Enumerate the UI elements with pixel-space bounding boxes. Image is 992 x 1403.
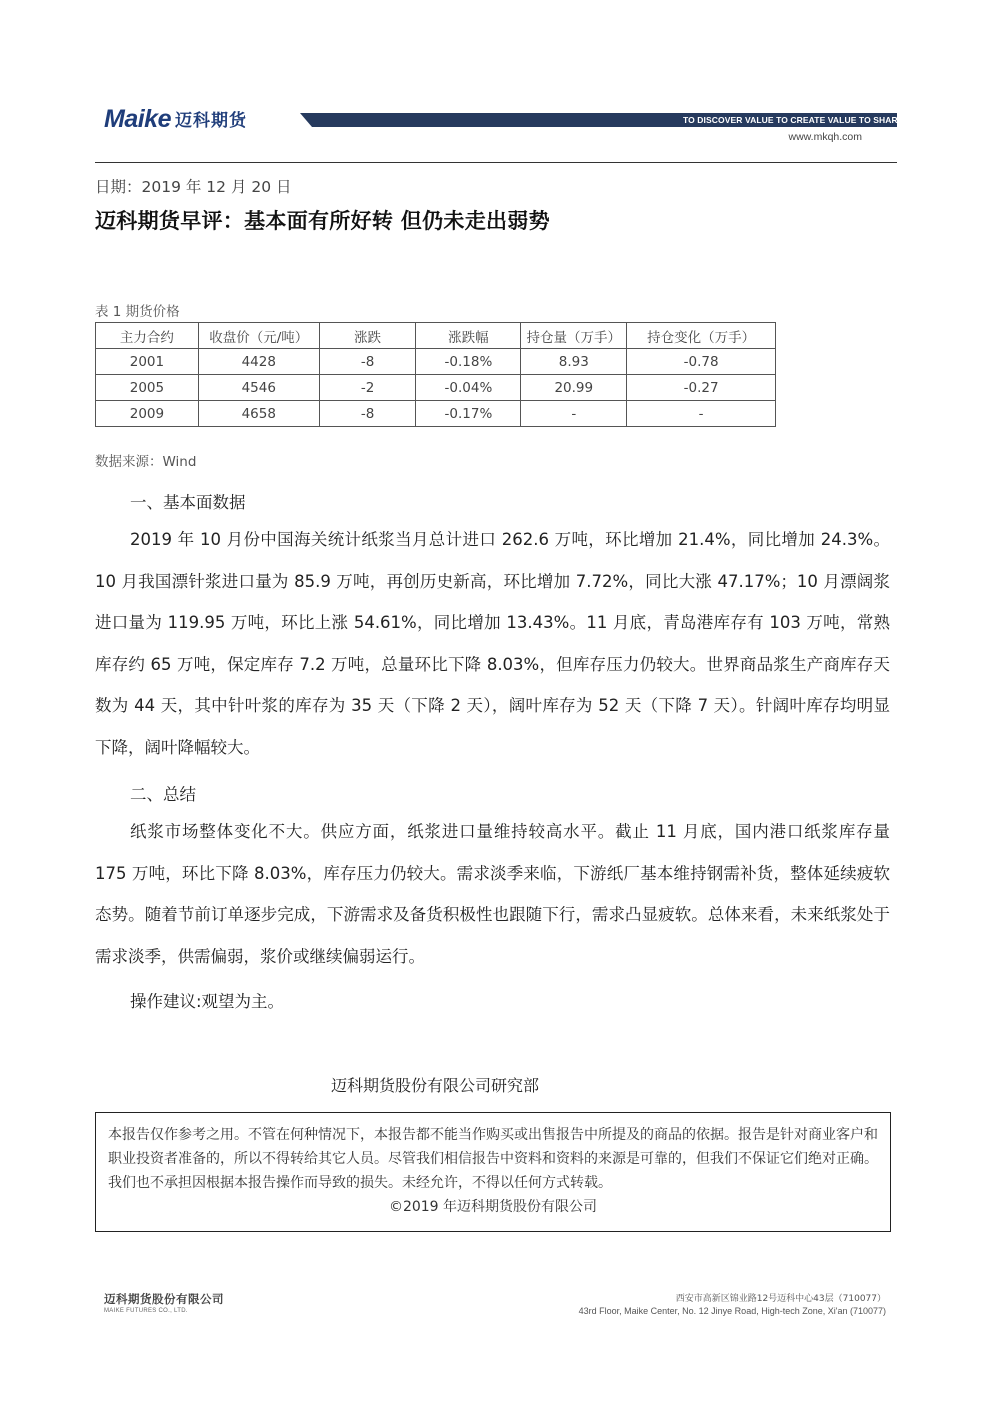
- table-cell: -2: [319, 375, 416, 401]
- website-url: www.mkqh.com: [788, 131, 862, 143]
- table-cell: -8: [319, 401, 416, 427]
- section-heading-fundamentals: 一、基本面数据: [130, 493, 246, 512]
- table-cell: -0.04%: [416, 375, 521, 401]
- header-contract: 主力合约: [96, 323, 199, 349]
- table-row: [96, 349, 776, 375]
- footer-address-cn: 西安市高新区锦业路12号迈科中心43层（710077）: [675, 1294, 886, 1304]
- table-caption: 表 1 期货价格: [95, 304, 180, 320]
- footer-company: [104, 1291, 224, 1314]
- table-cell: 4658: [198, 401, 319, 427]
- header-change-pct: 涨跌幅: [416, 323, 521, 349]
- disclaimer-box: [95, 1112, 891, 1232]
- footer-address-en: 43rd Floor, Maike Center, No. 12 Jinye Road, High-tech Zone, Xi'an (710077): [578, 1306, 886, 1316]
- table-row: [96, 375, 776, 401]
- research-department: 迈科期货股份有限公司研究部: [330, 1076, 539, 1095]
- footer-company-en: MAIKE FUTURES CO., LTD.: [104, 1308, 188, 1314]
- summary-paragraph: 纸浆市场整体变化不大。供应方面，纸浆进口量维持较高水平。截止 11 月底，国内港口纸浆库存量 175 万吨，环比下降 8.03%，库存压力仍较大。需求淡季来临，下游纸厂基本维持钢需补货，整体延续疲软态势。随着节前订单逐步完成，下游需求及备货积极性也跟随下行，需求凸显疲软。总体来看，未来纸浆处于需求淡季，供需偏弱，浆价或继续偏弱运行。: [95, 822, 890, 966]
- header-open-interest: 持仓量（万手）: [521, 323, 627, 349]
- table-header-row: [96, 323, 776, 349]
- company-logo: [104, 104, 247, 132]
- disclaimer-text: 本报告仅作参考之用。不管在何种情况下，本报告都不能当作购买或出售报告中所提及的商品的依据。报告是针对商业客户和职业投资者准备的，所以不得转给其它人员。尽管我们相信报告中资料和资料的来源是可靠的，但我们不保证它们绝对正确。我们也不承担因根据本报告操作而导致的损失。未经允许，不得以任何方式转载。: [108, 1127, 878, 1191]
- table-cell: 4546: [198, 375, 319, 401]
- header-change: 涨跌: [319, 323, 416, 349]
- slogan-text: TO DISCOVER VALUE TO CREATE VALUE TO SHARE VALUE: [683, 115, 935, 125]
- table-cell: -8: [319, 349, 416, 375]
- table-cell: -0.17%: [416, 401, 521, 427]
- table-cell: -: [627, 401, 776, 427]
- header-close-price: 收盘价（元/吨）: [198, 323, 319, 349]
- copyright-notice: ©2019 年迈科期货股份有限公司: [388, 1199, 598, 1215]
- footer-company-cn: 迈科期货股份有限公司: [104, 1292, 224, 1306]
- futures-price-table: [95, 322, 776, 427]
- table-row: [96, 401, 776, 427]
- table-cell: 2005: [96, 375, 199, 401]
- fundamentals-paragraph: 2019 年 10 月份中国海关统计纸浆当月总计进口 262.6 万吨，环比增加 21.4%，同比增加 24.3%。10 月我国漂针浆进口量为 85.9 万吨，再创历史新高，环比增加 7.72%，同比大涨 47.17%；10 月漂阔浆进口量为 119.95 万吨，环比上涨 54.61%，同比增加 13.43%。11 月底，青岛港库存有 103 万吨，常熟库存约 65 万吨，保定库存 7.2 万吨，总量环比下降 8.03%，但库存压力仍较大。世界商品浆生产商库存天数为 44 天，其中针叶浆的库存为 35 天（下降 2 天），阔叶库存为 52 天（下降 7 天）。针阔叶库存均明显下降，阔叶降幅较大。: [95, 530, 890, 757]
- header-divider: [95, 162, 897, 163]
- table-cell: 4428: [198, 349, 319, 375]
- table-cell: 2009: [96, 401, 199, 427]
- table-cell: -0.78: [627, 349, 776, 375]
- data-source: 数据来源：Wind: [95, 454, 197, 470]
- table-cell: 2001: [96, 349, 199, 375]
- table-cell: -0.18%: [416, 349, 521, 375]
- footer-address: [579, 1291, 886, 1316]
- table-cell: -0.27: [627, 375, 776, 401]
- report-title: 迈科期货早评：基本面有所好转 但仍未走出弱势: [95, 209, 550, 233]
- logo-chinese-text: 迈科期货: [174, 111, 247, 131]
- logo-latin-text: Maike: [104, 105, 171, 133]
- report-date: 日期：2019 年 12 月 20 日: [95, 178, 292, 196]
- header-oi-change: 持仓变化（万手）: [627, 323, 776, 349]
- operation-suggestion: 操作建议:观望为主。: [130, 992, 285, 1011]
- table-cell: -: [521, 401, 627, 427]
- table-cell: 20.99: [521, 375, 627, 401]
- section-heading-summary: 二、总结: [130, 785, 196, 804]
- table-cell: 8.93: [521, 349, 627, 375]
